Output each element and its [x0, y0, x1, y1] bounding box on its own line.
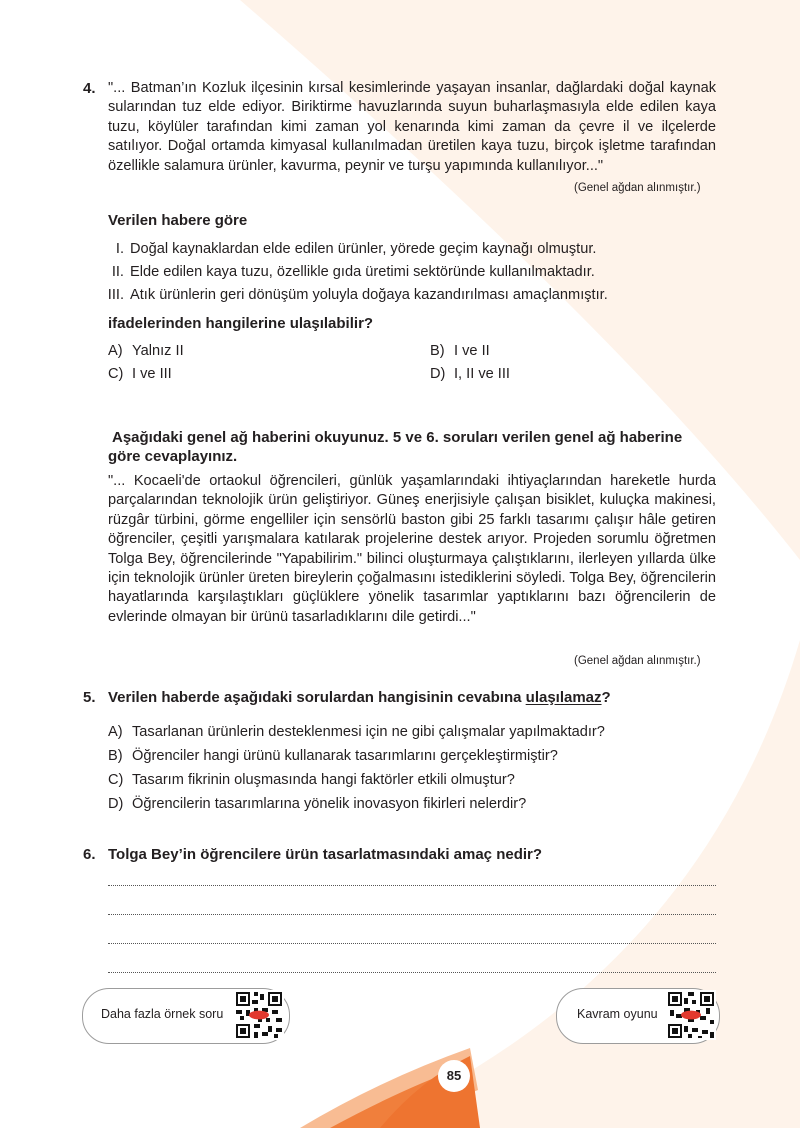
question-5-option-a[interactable] [108, 724, 605, 740]
statement-3-text: Atık ürünlerin geri dönüşüm yoluyla doğaya kazandırılması amaçlanmıştır. [130, 287, 608, 303]
more-questions-label: Daha fazla örnek soru [101, 1007, 224, 1021]
option-letter: C) [108, 366, 124, 382]
statement-2-numeral: II. [111, 264, 124, 280]
question-5-stem-underlined: ulaşılamaz [525, 689, 602, 706]
answer-line[interactable] [108, 971, 716, 973]
question-4-option-a[interactable] [108, 343, 184, 359]
question-5-stem-text: Verilen haberde aşağıdaki sorulardan hangisinin cevabına [108, 689, 526, 706]
option-text: Tasarlanan ürünlerin desteklenmesi için ne gibi çalışmalar yapılmaktadır? [132, 724, 605, 740]
option-text: I ve III [132, 366, 172, 382]
option-text: I ve II [454, 343, 490, 359]
option-letter: A) [108, 343, 123, 359]
option-letter: D) [430, 366, 446, 382]
question-6-number: 6. [83, 846, 96, 863]
option-text: Öğrencilerin tasarımlarına yönelik inovasyon fikirleri nelerdir? [132, 796, 527, 812]
question-5-option-c[interactable] [108, 772, 515, 788]
answer-line[interactable] [108, 942, 716, 944]
option-letter: A) [108, 724, 123, 740]
question-5-option-d[interactable] [108, 796, 526, 812]
option-letter: B) [108, 748, 123, 764]
statement-1 [100, 241, 596, 257]
section-instruction: Aşağıdaki genel ağ haberini okuyunuz. 5 ve 6. soruları verilen genel ağ haberine göre cevaplayınız. [108, 429, 683, 465]
statement-2-text: Elde edilen kaya tuzu, özellikle gıda üretimi sektöründe kullanılmaktadır. [130, 264, 595, 280]
news-source: (Genel ağdan alınmıştır.) [574, 655, 701, 667]
answer-line[interactable] [108, 913, 716, 915]
option-text: Yalnız II [132, 343, 184, 359]
question-4-number: 4. [83, 80, 96, 97]
option-text: Tasarım fikrinin oluşmasında hangi faktörler etkili olmuştur? [132, 772, 515, 788]
question-4-option-b[interactable] [430, 343, 490, 359]
qr-code-icon[interactable] [666, 990, 716, 1040]
answer-line[interactable] [108, 884, 716, 886]
statement-3 [100, 287, 608, 303]
option-letter: B) [430, 343, 445, 359]
option-letter: C) [108, 772, 124, 788]
statement-1-text: Doğal kaynaklardan elde edilen ürünler, yörede geçim kaynağı olmuştur. [130, 241, 597, 257]
question-4-stem-intro: Verilen habere göre [108, 212, 248, 229]
question-4-stem-question: ifadelerinden hangilerine ulaşılabilir? [108, 315, 374, 332]
question-4-option-d[interactable] [430, 366, 510, 382]
page-number: 85 [438, 1060, 470, 1092]
question-6-stem: Tolga Bey’in öğrencilere ürün tasarlatmasındaki amaç nedir? [108, 846, 543, 863]
statement-2 [100, 264, 595, 280]
question-4-option-c[interactable] [108, 366, 172, 382]
question-5-number: 5. [83, 689, 96, 706]
qr-code-icon[interactable] [234, 990, 284, 1040]
question-5-stem-end: ? [601, 689, 611, 706]
question-5-stem [108, 689, 611, 706]
concept-game-label: Kavram oyunu [577, 1007, 658, 1021]
option-text: Öğrenciler hangi ürünü kullanarak tasarımlarını gerçekleştirmiştir? [132, 748, 558, 764]
statement-3-numeral: III. [107, 287, 124, 303]
option-letter: D) [108, 796, 124, 812]
statement-1-numeral: I. [115, 241, 124, 257]
news-passage: "... Kocaeli'de ortaokul öğrencileri, günlük yaşamlarındaki ihtiyaçlarından hareketle hurda parçalarından teknolojik ürün geliştiriyor. Güneş enerjisiyle çalışan bisiklet, kuluçka makinesi, rüzgâr türbini, görme engelliler için sensörlü baston gibi 25 farklı tasarımı çalışır hâle getiren öğrenciler, çeşitli yarışmalara katılarak projelerine destek arıyor. Projeden sorumlu öğretmen Tolga Bey, öğrencilerinde "Yapabilirim." bilinci oluşturmaya çalıştıklarını, ilerleyen yıllarda ülke için teknolojik ürünler üreten bireylerin çoğalmasını istediklerini söyledi. Tolga Bey, öğrencilerin hayatlarında karşılaştıkları güçlüklere yönelik tasarımlar yaptıklarını bazı öğrencilerin de evlerinde olmayan bir ürünü tasarladıklarını dile getirdi..." [108, 473, 716, 625]
question-4-source: (Genel ağdan alınmıştır.) [574, 182, 701, 194]
question-4-passage: "... Batman’ın Kozluk ilçesinin kırsal kesimlerinde yaşayan insanlar, dağlardaki doğal kaynak sularından tuz elde ediyor. Biriktirme havuzlarında suyun buharlaşmasıyla elde edilen kaya tuzu, köylüler tarafından kimi zaman yol kenarında kimi zaman da çevre il ve ilçelerde satılıyor. Doğal ortamda kimyasal kullanılmadan üretilen kaya tuzu, birçok işletme tarafından özellikle salamura ürünler, kavurma, peynir ve turşu yapımında kullanılıyor..." [108, 80, 716, 174]
question-5-option-b[interactable] [108, 748, 558, 764]
option-text: I, II ve III [454, 366, 510, 382]
